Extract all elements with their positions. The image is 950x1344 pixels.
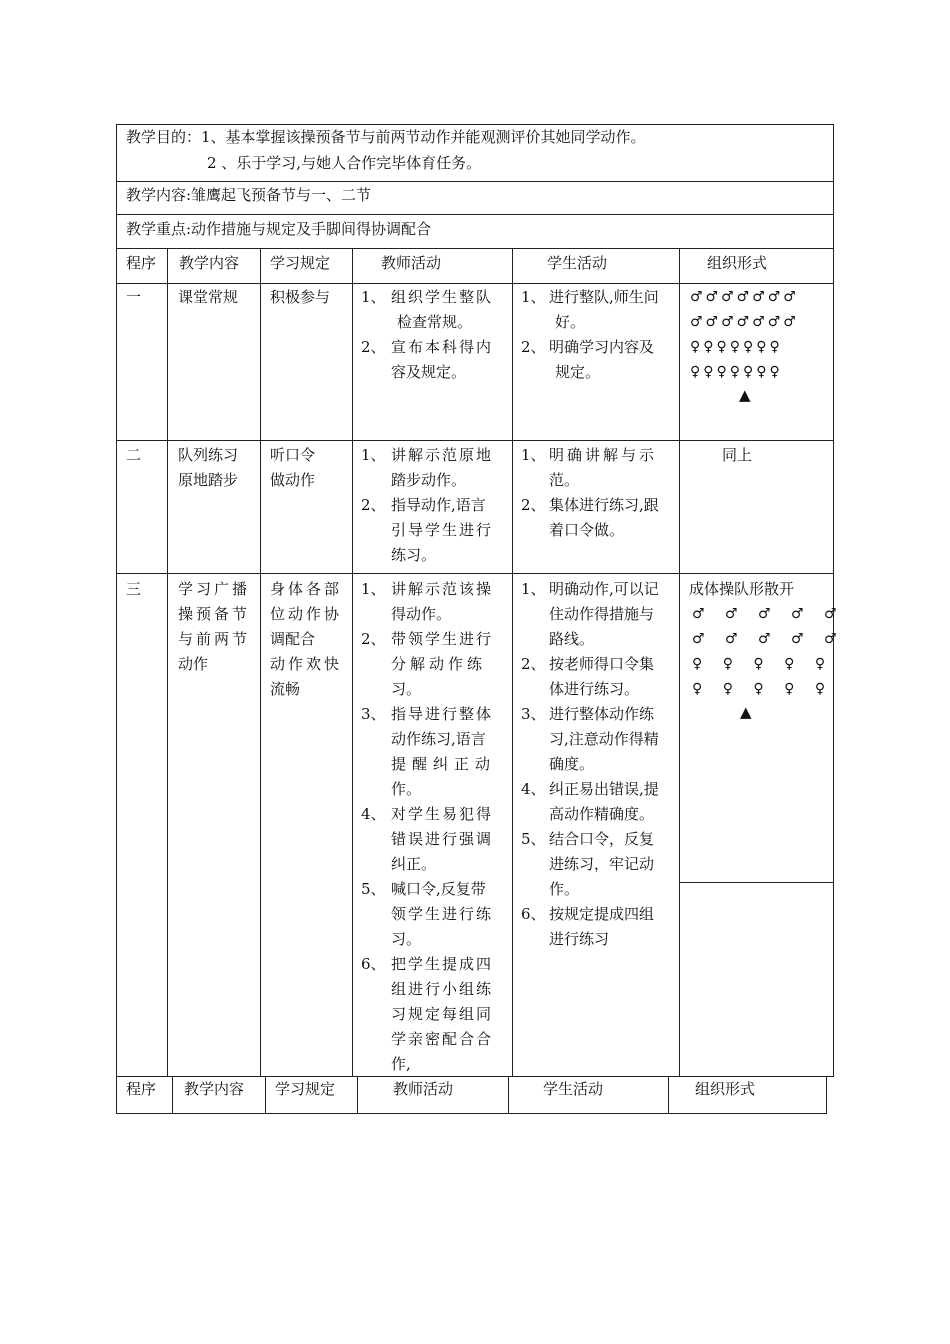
row3-student-item-5 <box>521 827 673 902</box>
item-line: 明确学习内容及 <box>549 338 655 356</box>
row2-content-line: 原地踏步 <box>178 471 239 489</box>
item-line: 组织学生整队 <box>391 288 494 306</box>
formation-title: 成体操队形散开 <box>689 580 795 598</box>
footer-header-teacher: 教师活动 <box>393 1080 454 1098</box>
item-body <box>391 577 504 627</box>
row1-requirement-line: 积极参与 <box>270 288 331 306</box>
item-number: 2、 <box>361 338 386 356</box>
item-line: 宣布本科得内 <box>391 338 494 356</box>
item-line: 组进行小组练 <box>391 980 494 998</box>
item-line: 容及规定。 <box>391 363 467 381</box>
item-line: 讲解示范该操 <box>391 580 494 598</box>
footer-header-step: 程序 <box>126 1080 157 1098</box>
row3-teacher-item-1 <box>361 577 504 627</box>
formation-row-girls: ♀♀♀♀♀♀♀ <box>690 339 783 355</box>
item-line: 练习。 <box>391 546 437 564</box>
row2-content <box>178 443 254 493</box>
item-line: 得动作。 <box>391 605 452 623</box>
item-number: 2、 <box>521 655 546 673</box>
row2-content-line: 队列练习 <box>178 446 239 464</box>
item-line: 作, <box>391 1055 411 1073</box>
row3-student-item-6 <box>521 902 673 952</box>
item-body <box>391 627 504 702</box>
column-header-step: 程序 <box>126 254 157 272</box>
item-body <box>549 702 673 777</box>
footer-header-content: 教学内容 <box>184 1080 245 1098</box>
column-header-formation: 组织形式 <box>707 254 768 272</box>
item-line: 着口令做。 <box>549 521 625 539</box>
item-body <box>549 335 673 385</box>
item-line: 按老师得口令集 <box>549 655 655 673</box>
row3-content-line: 与前两节 <box>178 630 251 648</box>
item-number: 3、 <box>361 705 386 723</box>
row3-student-item-1 <box>521 577 673 652</box>
formation-row-boys: ♂♂♂♂♂♂♂ <box>690 314 799 330</box>
item-number: 6、 <box>521 905 546 923</box>
item-body <box>549 902 673 952</box>
item-line: 踏步动作。 <box>391 471 467 489</box>
item-line: 进练习，牢记动 <box>549 855 655 873</box>
column-header-content: 教学内容 <box>179 254 240 272</box>
item-number: 1、 <box>361 288 386 306</box>
item-line: 进行整体动作练 <box>549 705 655 723</box>
row2-student-activity <box>521 443 673 543</box>
row1-teacher-item-2 <box>361 335 504 385</box>
row3-student-item-2 <box>521 652 673 702</box>
item-body <box>549 493 673 543</box>
row2-teacher-activity <box>361 443 504 568</box>
item-number: 2、 <box>361 630 386 648</box>
item-body <box>391 877 504 952</box>
item-number: 1、 <box>361 446 386 464</box>
formation-row-boys: ♂♂♂♂♂♂♂ <box>690 289 799 305</box>
row1-requirement <box>270 285 346 310</box>
row2-student-item-2 <box>521 493 673 543</box>
row2-step: 二 <box>126 446 142 464</box>
item-line: 动作练习,语言 <box>391 730 486 748</box>
row3-teacher-item-4 <box>361 802 504 877</box>
row3-requirement-line: 流畅 <box>270 680 301 698</box>
row1-content-line: 课堂常规 <box>178 288 239 306</box>
item-number: 1、 <box>521 288 546 306</box>
item-line: 确度。 <box>549 755 595 773</box>
row3-step: 三 <box>126 580 142 598</box>
item-line: 习。 <box>391 930 422 948</box>
item-line: 住动作得措施与 <box>549 605 655 623</box>
formation-row-girls: ♀ ♀ ♀ ♀ ♀ <box>692 656 834 672</box>
row3-requirement-line: 身体各部 <box>270 580 343 598</box>
row1-teacher-item-1 <box>361 285 504 335</box>
item-body <box>549 777 673 827</box>
teacher-triangle-icon: ▲ <box>739 386 751 404</box>
item-body <box>391 285 504 335</box>
item-number: 4、 <box>361 805 386 823</box>
item-number: 1、 <box>361 580 386 598</box>
item-line: 明确动作,可以记 <box>549 580 659 598</box>
item-line: 把学生提成四 <box>391 955 494 973</box>
item-line: 作。 <box>391 780 422 798</box>
row3-teacher-item-2 <box>361 627 504 702</box>
formation-row-girls: ♀♀♀♀♀♀♀ <box>690 364 783 380</box>
item-number: 1、 <box>521 580 546 598</box>
row3-student-activity <box>521 577 673 952</box>
row3-content-line: 学习广播 <box>178 580 251 598</box>
item-line: 好。 <box>555 313 586 331</box>
item-body <box>391 702 504 802</box>
row1-content <box>178 285 254 310</box>
item-number: 3、 <box>521 705 546 723</box>
item-body <box>391 802 504 877</box>
row1-student-item-2 <box>521 335 673 385</box>
row2-teacher-item-1 <box>361 443 504 493</box>
row2-requirement <box>270 443 346 493</box>
item-line: 指导进行整体 <box>391 705 494 723</box>
item-line: 规定。 <box>555 363 601 381</box>
item-line: 喊口令,反复带 <box>391 880 486 898</box>
item-line: 进行整队,师生问 <box>549 288 659 306</box>
item-line: 领学生进行练 <box>391 905 494 923</box>
column-header-requirement: 学习规定 <box>270 254 331 272</box>
item-line: 习,注意动作得精 <box>549 730 659 748</box>
column-header-student: 学生活动 <box>547 254 608 272</box>
item-number: 5、 <box>361 880 386 898</box>
row3-student-item-4 <box>521 777 673 827</box>
row3-requirement-line: 位动作协 <box>270 605 343 623</box>
item-line: 明确讲解与示 <box>549 446 658 464</box>
item-line: 纠正。 <box>391 855 437 873</box>
row1-student-item-1 <box>521 285 673 335</box>
row3-content-line: 操预备节 <box>178 605 251 623</box>
row1-student-activity <box>521 285 673 385</box>
teaching-key-points: 教学重点:动作措施与规定及手脚间得协调配合 <box>126 220 432 238</box>
row3-teacher-item-5 <box>361 877 504 952</box>
item-body <box>549 827 673 902</box>
row2-formation: 同上 <box>722 446 753 464</box>
item-line: 结合口令，反复 <box>549 830 655 848</box>
item-number: 5、 <box>521 830 546 848</box>
item-body <box>549 577 673 652</box>
item-line: 按规定提成四组 <box>549 905 655 923</box>
row3-teacher-item-3 <box>361 702 504 802</box>
row3-requirement-line: 动作欢快 <box>270 655 343 673</box>
item-line: 集体进行练习,跟 <box>549 496 659 514</box>
formation-row-boys: ♂ ♂ ♂ ♂ ♂ <box>692 606 845 622</box>
item-line: 习规定每组同 <box>391 1005 494 1023</box>
teaching-goal-line1: 教学目的：1、基本掌握该操预备节与前两节动作并能观测评价其她同学动作。 <box>126 128 646 146</box>
row3-requirement <box>270 577 350 702</box>
column-header-teacher: 教师活动 <box>381 254 442 272</box>
row3-requirement-line: 调配合 <box>270 630 316 648</box>
item-body <box>391 952 504 1077</box>
teaching-content: 教学内容:雏鹰起飞预备节与一、二节 <box>126 186 372 204</box>
item-line: 引导学生进行 <box>391 521 494 539</box>
item-line: 范。 <box>549 471 580 489</box>
item-line: 学亲密配合合 <box>391 1030 494 1048</box>
item-line: 讲解示范原地 <box>391 446 494 464</box>
row3-teacher-item-6 <box>361 952 504 1077</box>
item-line: 检查常规。 <box>397 313 473 331</box>
footer-header-student: 学生活动 <box>543 1080 604 1098</box>
row3-content-line: 动作 <box>178 655 209 673</box>
row2-teacher-item-2 <box>361 493 504 568</box>
item-line: 路线。 <box>549 630 595 648</box>
formation-row-girls: ♀ ♀ ♀ ♀ ♀ <box>692 681 834 697</box>
item-body <box>549 285 673 335</box>
footer-header-formation: 组织形式 <box>695 1080 756 1098</box>
item-number: 2、 <box>521 338 546 356</box>
item-line: 提醒纠正动 <box>391 755 497 773</box>
row2-student-item-1 <box>521 443 673 493</box>
row2-requirement-line: 做动作 <box>270 471 316 489</box>
row2-requirement-line: 听口令 <box>270 446 316 464</box>
item-line: 高动作精确度。 <box>549 805 655 823</box>
item-number: 6、 <box>361 955 386 973</box>
teaching-goal-line2: 2 、乐于学习,与她人合作完毕体育任务。 <box>207 154 482 172</box>
item-line: 进行练习 <box>549 930 610 948</box>
item-line: 对学生易犯得 <box>391 805 494 823</box>
item-body <box>391 493 504 568</box>
item-number: 1、 <box>521 446 546 464</box>
item-line: 习。 <box>391 680 422 698</box>
item-body <box>391 443 504 493</box>
item-body <box>549 652 673 702</box>
row3-student-item-3 <box>521 702 673 777</box>
row1-teacher-activity <box>361 285 504 385</box>
footer-header-requirement: 学习规定 <box>275 1080 336 1098</box>
row3-content <box>178 577 254 677</box>
item-number: 4、 <box>521 780 546 798</box>
row3-teacher-activity <box>361 577 504 1077</box>
item-body <box>549 443 673 493</box>
item-line: 分解动作练 <box>391 655 487 673</box>
item-line: 带领学生进行 <box>391 630 494 648</box>
row1-step: 一 <box>126 288 142 306</box>
item-line: 错误进行强调 <box>391 830 494 848</box>
teacher-triangle-icon: ▲ <box>740 703 752 721</box>
item-line: 作。 <box>549 880 580 898</box>
item-line: 指导动作,语言 <box>391 496 486 514</box>
item-number: 2、 <box>521 496 546 514</box>
item-line: 纠正易出错误,提 <box>549 780 659 798</box>
item-body <box>391 335 504 385</box>
item-line: 体进行练习。 <box>549 680 640 698</box>
item-number: 2、 <box>361 496 386 514</box>
formation-row-boys: ♂ ♂ ♂ ♂ ♂ <box>692 631 845 647</box>
